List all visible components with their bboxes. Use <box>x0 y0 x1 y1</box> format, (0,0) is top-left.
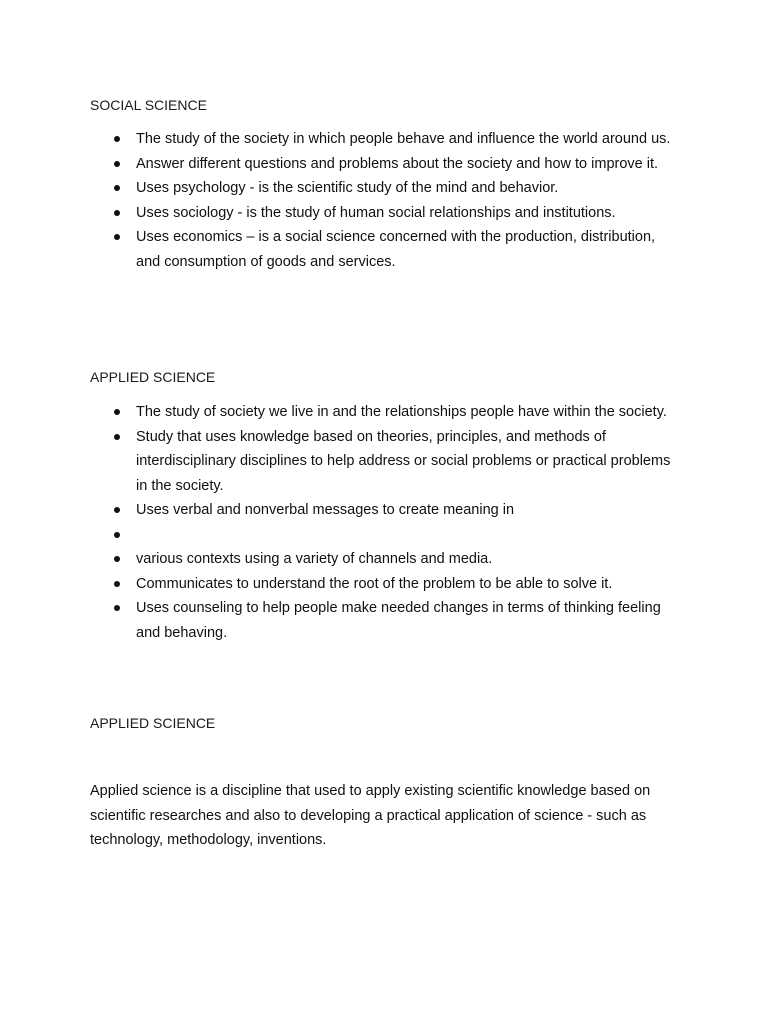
list-item: Uses verbal and nonverbal messages to create meaning in <box>112 498 682 523</box>
social-science-bullet-list <box>112 127 682 274</box>
list-item: The study of the society in which people behave and influence the world around us. <box>112 127 682 152</box>
bullet-icon <box>114 507 120 513</box>
bullet-icon <box>114 581 120 587</box>
list-item: various contexts using a variety of channels and media. <box>112 547 682 572</box>
bullet-icon <box>114 556 120 562</box>
list-item: The study of society we live in and the relationships people have within the society. <box>112 400 682 425</box>
bullet-icon <box>114 434 120 440</box>
list-item: Uses economics – is a social science concerned with the production, distribution, and consumption of goods and services. <box>112 225 682 274</box>
list-item: Uses psychology - is the scientific study of the mind and behavior. <box>112 176 682 201</box>
bullet-icon <box>114 234 120 240</box>
bullet-icon <box>114 605 120 611</box>
applied-science-bullet-list <box>112 400 682 645</box>
bullet-icon <box>114 185 120 191</box>
bullet-icon <box>114 161 120 167</box>
section-heading-applied-science: APPLIED SCIENCE <box>90 369 216 385</box>
list-item: Uses counseling to help people make needed changes in terms of thinking feeling and behaving. <box>112 596 682 645</box>
list-item: Uses sociology - is the study of human social relationships and institutions. <box>112 201 682 226</box>
list-item: Answer different questions and problems about the society and how to improve it. <box>112 152 682 177</box>
section-heading-social-science: SOCIAL SCIENCE <box>90 97 207 113</box>
bullet-icon <box>114 532 120 538</box>
list-item: Communicates to understand the root of the problem to be able to solve it. <box>112 572 682 597</box>
list-item <box>112 523 682 548</box>
section-heading-applied-science-2: APPLIED SCIENCE <box>90 715 216 731</box>
applied-science-paragraph: Applied science is a discipline that used to apply existing scientific knowledge based on scientific researches and also to developing a practical application of science - such as technology, methodology, inventions. <box>90 783 651 848</box>
list-item: Study that uses knowledge based on theories, principles, and methods of interdisciplinary disciplines to help address or social problems or practical problems in the society. <box>112 425 682 499</box>
bullet-icon <box>114 409 120 415</box>
bullet-icon <box>114 210 120 216</box>
bullet-icon <box>114 136 120 142</box>
